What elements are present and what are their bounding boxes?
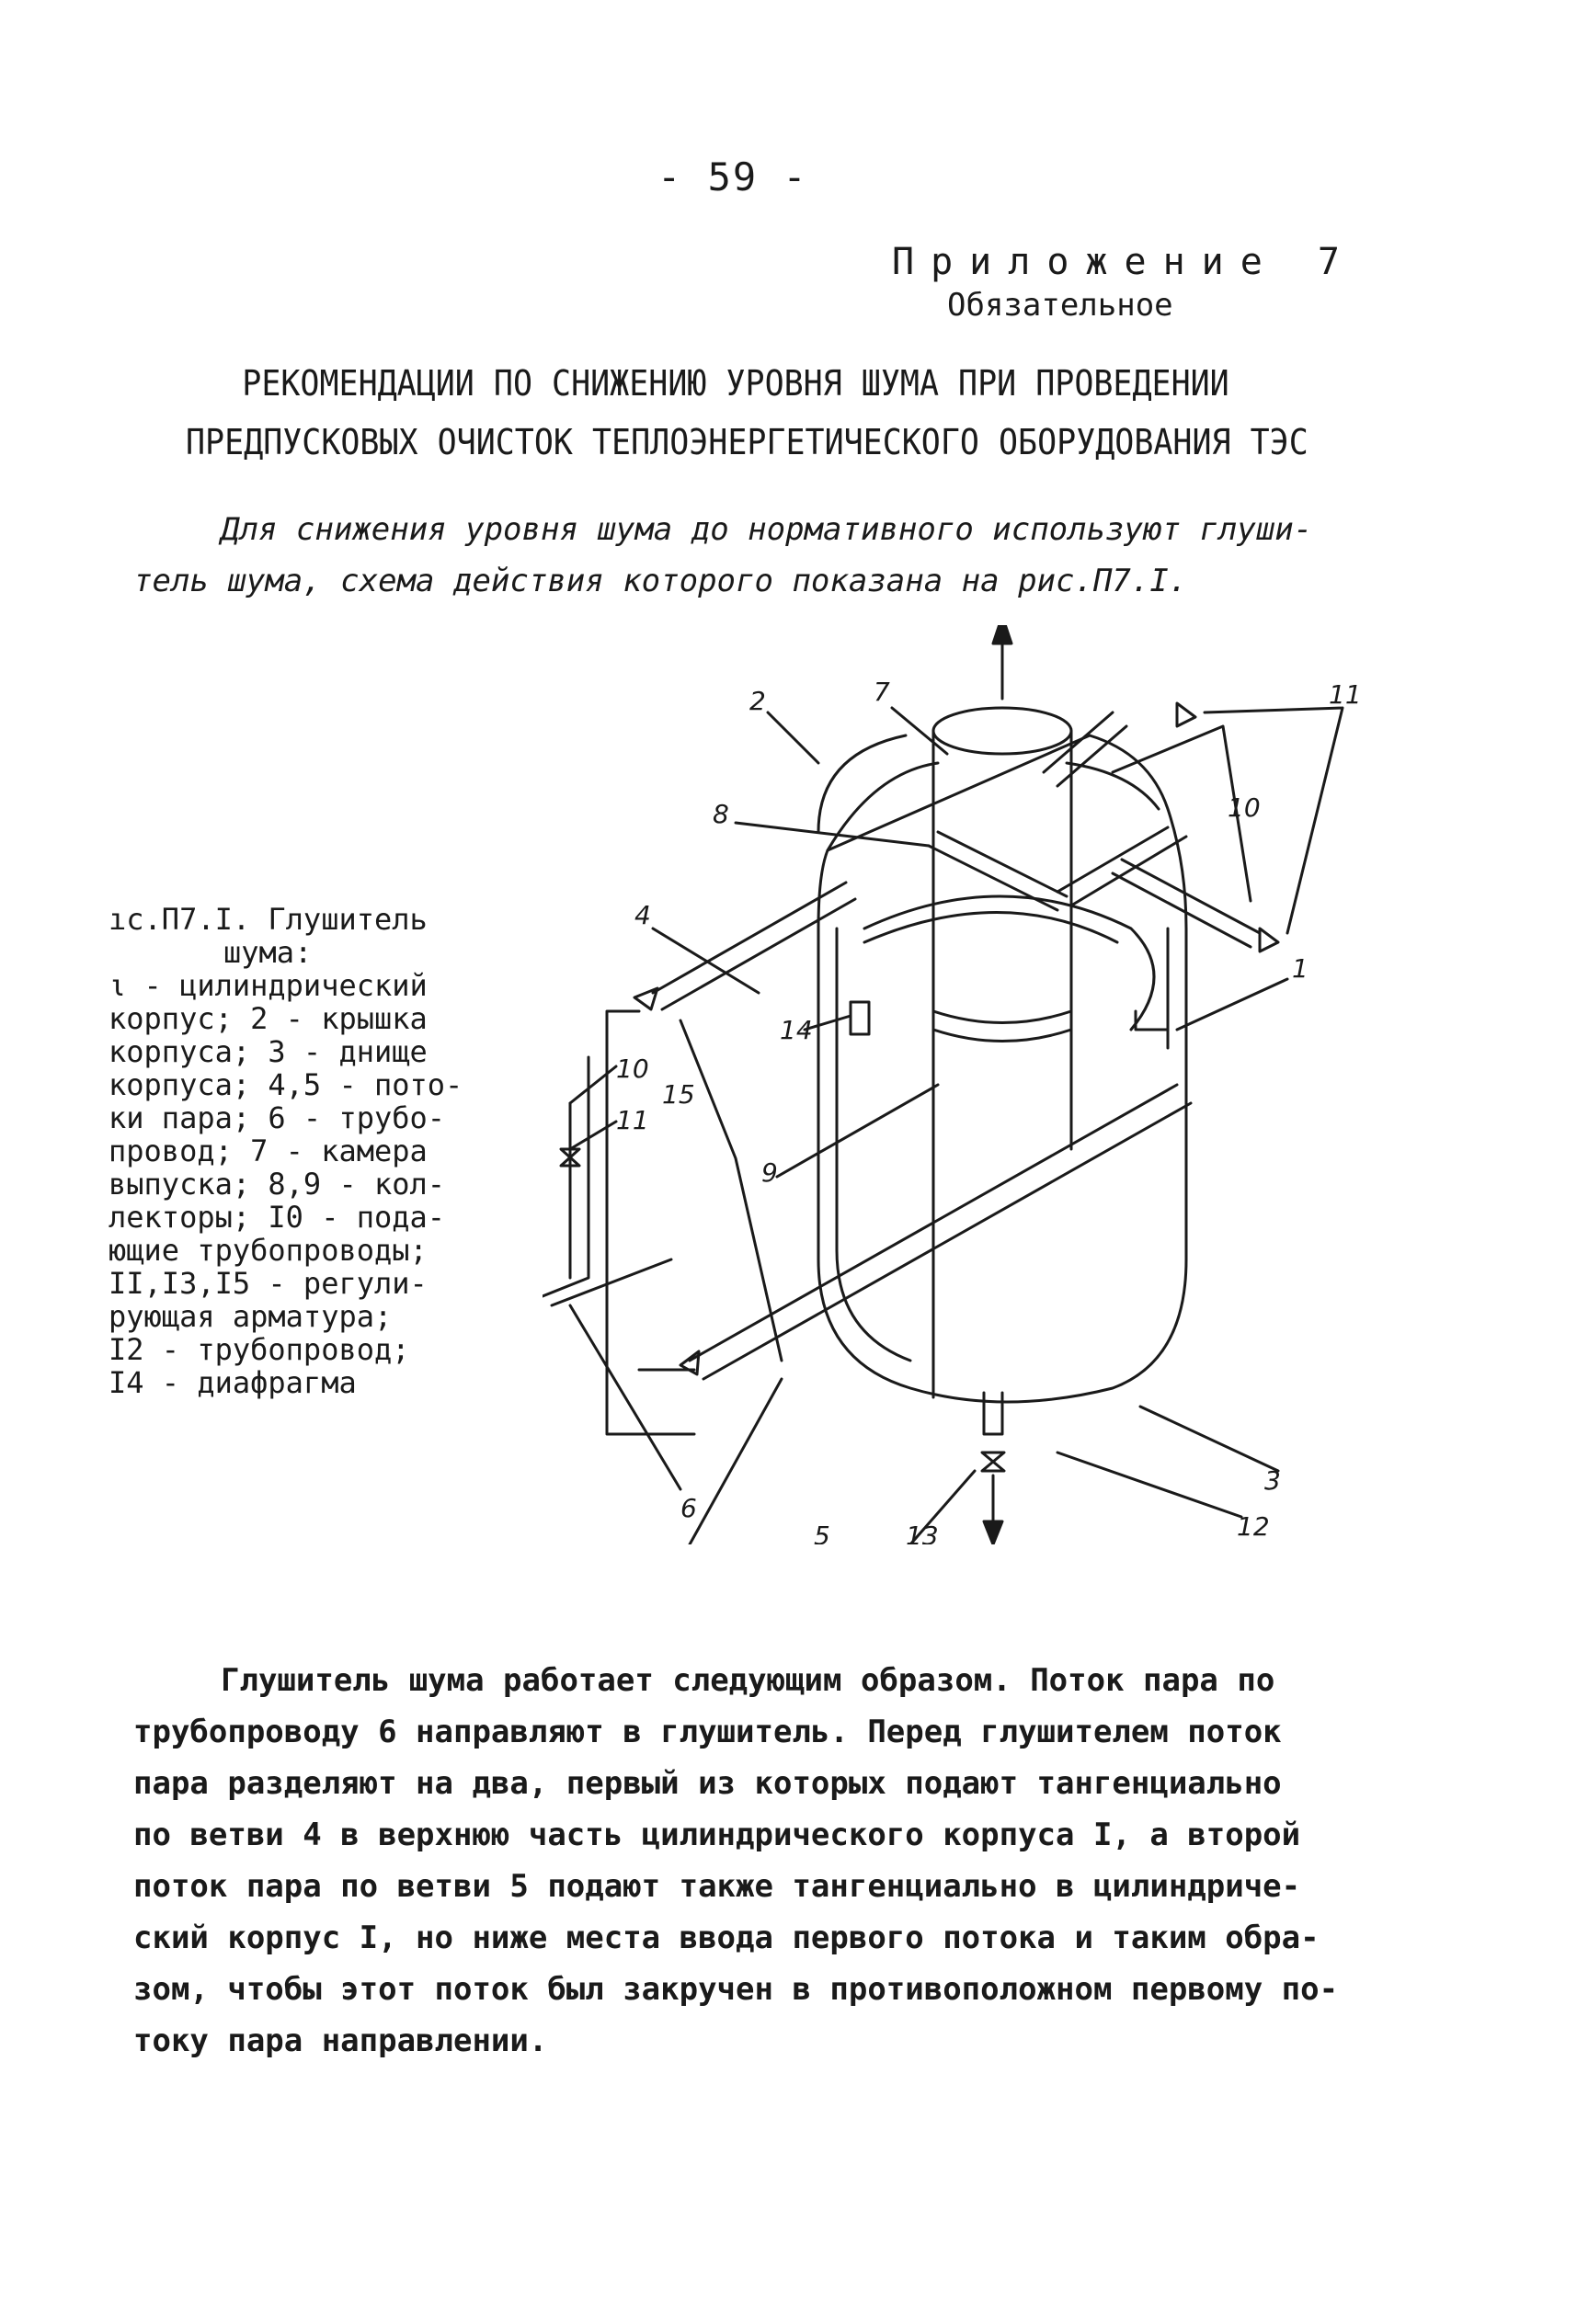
exhaust-chamber-top bbox=[933, 708, 1071, 754]
leader-12 bbox=[1057, 1452, 1241, 1517]
label-12: 12 bbox=[1237, 1511, 1270, 1542]
label-8: 8 bbox=[713, 799, 729, 829]
inner-swirl bbox=[864, 896, 1154, 1030]
valve-13 bbox=[982, 1452, 1004, 1471]
label-3: 3 bbox=[1264, 1465, 1281, 1496]
appendix-label: Приложение 7 bbox=[892, 241, 1356, 283]
caption-line: II,I3,I5 - регули- bbox=[109, 1266, 428, 1301]
diaphragm-right bbox=[1136, 1011, 1168, 1030]
label-15: 15 bbox=[662, 1079, 695, 1110]
body-line: поток пара по ветви 5 подают также тангенциально в цилиндриче- bbox=[133, 1868, 1301, 1905]
label-4: 4 bbox=[634, 900, 651, 930]
label-7: 7 bbox=[874, 677, 890, 707]
label-6: 6 bbox=[680, 1493, 697, 1523]
leader-6-left bbox=[570, 1305, 680, 1489]
label-1: 1 bbox=[1292, 953, 1308, 984]
document-title-line-2: ПРЕДПУСКОВЫХ ОЧИСТОК ТЕПЛОЭНЕРГЕТИЧЕСКОГО ОБОРУДОВАНИЯ ТЭС bbox=[186, 422, 1308, 462]
body-paragraph bbox=[133, 1655, 1356, 2067]
vessel-body bbox=[818, 735, 1186, 1402]
diaphragm-14 bbox=[851, 1002, 869, 1034]
pipeline-12 bbox=[984, 1393, 1002, 1434]
pipeline-6-left-svg bbox=[515, 1057, 818, 1535]
label-11-left: 11 bbox=[616, 1105, 649, 1135]
exhaust-arrow-head bbox=[993, 625, 1011, 644]
leader-10-left bbox=[570, 1066, 616, 1103]
page-number: - 59 - bbox=[657, 154, 808, 199]
body-line: пара разделяют на два, первый из которых подают тангенциально bbox=[133, 1765, 1282, 1802]
figure-caption bbox=[109, 903, 531, 1399]
collector-9 bbox=[933, 1011, 1071, 1042]
intro-line-1: Для снижения уровня шума до нормативного используют глуши- bbox=[221, 511, 1313, 548]
document-title-line-1: РЕКОМЕНДАЦИИ ПО СНИЖЕНИЮ УРОВНЯ ШУМА ПРИ ПРОВЕДЕНИИ bbox=[242, 363, 1229, 404]
caption-line: корпуса; 4,5 - пото- bbox=[109, 1067, 463, 1102]
exhaust-chamber-body bbox=[933, 731, 1071, 1397]
pipeline-6-left bbox=[515, 1057, 818, 1535]
leader-3 bbox=[1140, 1407, 1278, 1471]
caption-line: выпуска; 8,9 - кол- bbox=[109, 1167, 446, 1202]
label-2: 2 bbox=[749, 686, 766, 716]
label-14: 14 bbox=[780, 1015, 813, 1045]
caption-line: ıс.П7.I. Глушитель bbox=[109, 902, 428, 937]
document-title bbox=[186, 354, 1308, 472]
caption-line: рующая арматура; bbox=[109, 1299, 393, 1334]
supply-pipe-10 bbox=[1057, 827, 1186, 906]
caption-line: I4 - диафрагма bbox=[109, 1365, 357, 1400]
body-line: Глушитель шума работает следующим образом. Поток пара по bbox=[221, 1662, 1275, 1699]
caption-line: ι - цилиндрический bbox=[109, 968, 428, 1003]
label-9: 9 bbox=[761, 1157, 778, 1188]
caption-line: ки пара; 6 - трубо- bbox=[109, 1100, 446, 1135]
valve-11-bottom bbox=[1260, 928, 1278, 951]
drain-arrow-head bbox=[984, 1521, 1002, 1544]
leader-1 bbox=[1177, 979, 1287, 1030]
collector-8 bbox=[929, 832, 1067, 910]
caption-line: провод; 7 - камера bbox=[109, 1134, 428, 1168]
label-13: 13 bbox=[906, 1521, 939, 1544]
intro-line-2: тель шума, схема действия которого показана на рис.П7.I. bbox=[133, 563, 1188, 599]
body-line: зом, чтобы этот поток был закручен в противоположном первому по- bbox=[133, 1971, 1339, 2008]
caption-line: I2 - трубопровод; bbox=[109, 1332, 410, 1367]
intro-paragraph bbox=[133, 504, 1329, 607]
label-5: 5 bbox=[814, 1521, 830, 1544]
caption-line: корпус; 2 - крышка bbox=[109, 1001, 428, 1036]
body-line: току пара направлении. bbox=[133, 2022, 548, 2059]
valve-11-top bbox=[1177, 703, 1195, 726]
caption-line: корпуса; 3 - днище bbox=[109, 1034, 428, 1069]
leader-7 bbox=[892, 708, 947, 754]
vessel-cover bbox=[828, 763, 1159, 850]
label-10-right: 10 bbox=[1228, 792, 1261, 823]
caption-line: шума: bbox=[223, 935, 313, 970]
label-11-right: 11 bbox=[1329, 679, 1362, 710]
body-line: ский корпус I, но ниже места ввода первого потока и таким обра- bbox=[133, 1920, 1320, 1956]
body-line: по ветви 4 в верхнюю часть цилиндрического корпуса I, а второй bbox=[133, 1817, 1301, 1853]
leader-11-left bbox=[570, 1122, 616, 1149]
leader-2 bbox=[768, 712, 818, 763]
body-line: трубопроводу 6 направляют в глушитель. Перед глушителем поток bbox=[133, 1714, 1282, 1750]
caption-line: ющие трубопроводы; bbox=[109, 1233, 428, 1268]
caption-line: лекторы; I0 - пода- bbox=[109, 1200, 446, 1235]
appendix-status: Обязательное bbox=[947, 287, 1173, 324]
label-10-left: 10 bbox=[616, 1057, 649, 1084]
